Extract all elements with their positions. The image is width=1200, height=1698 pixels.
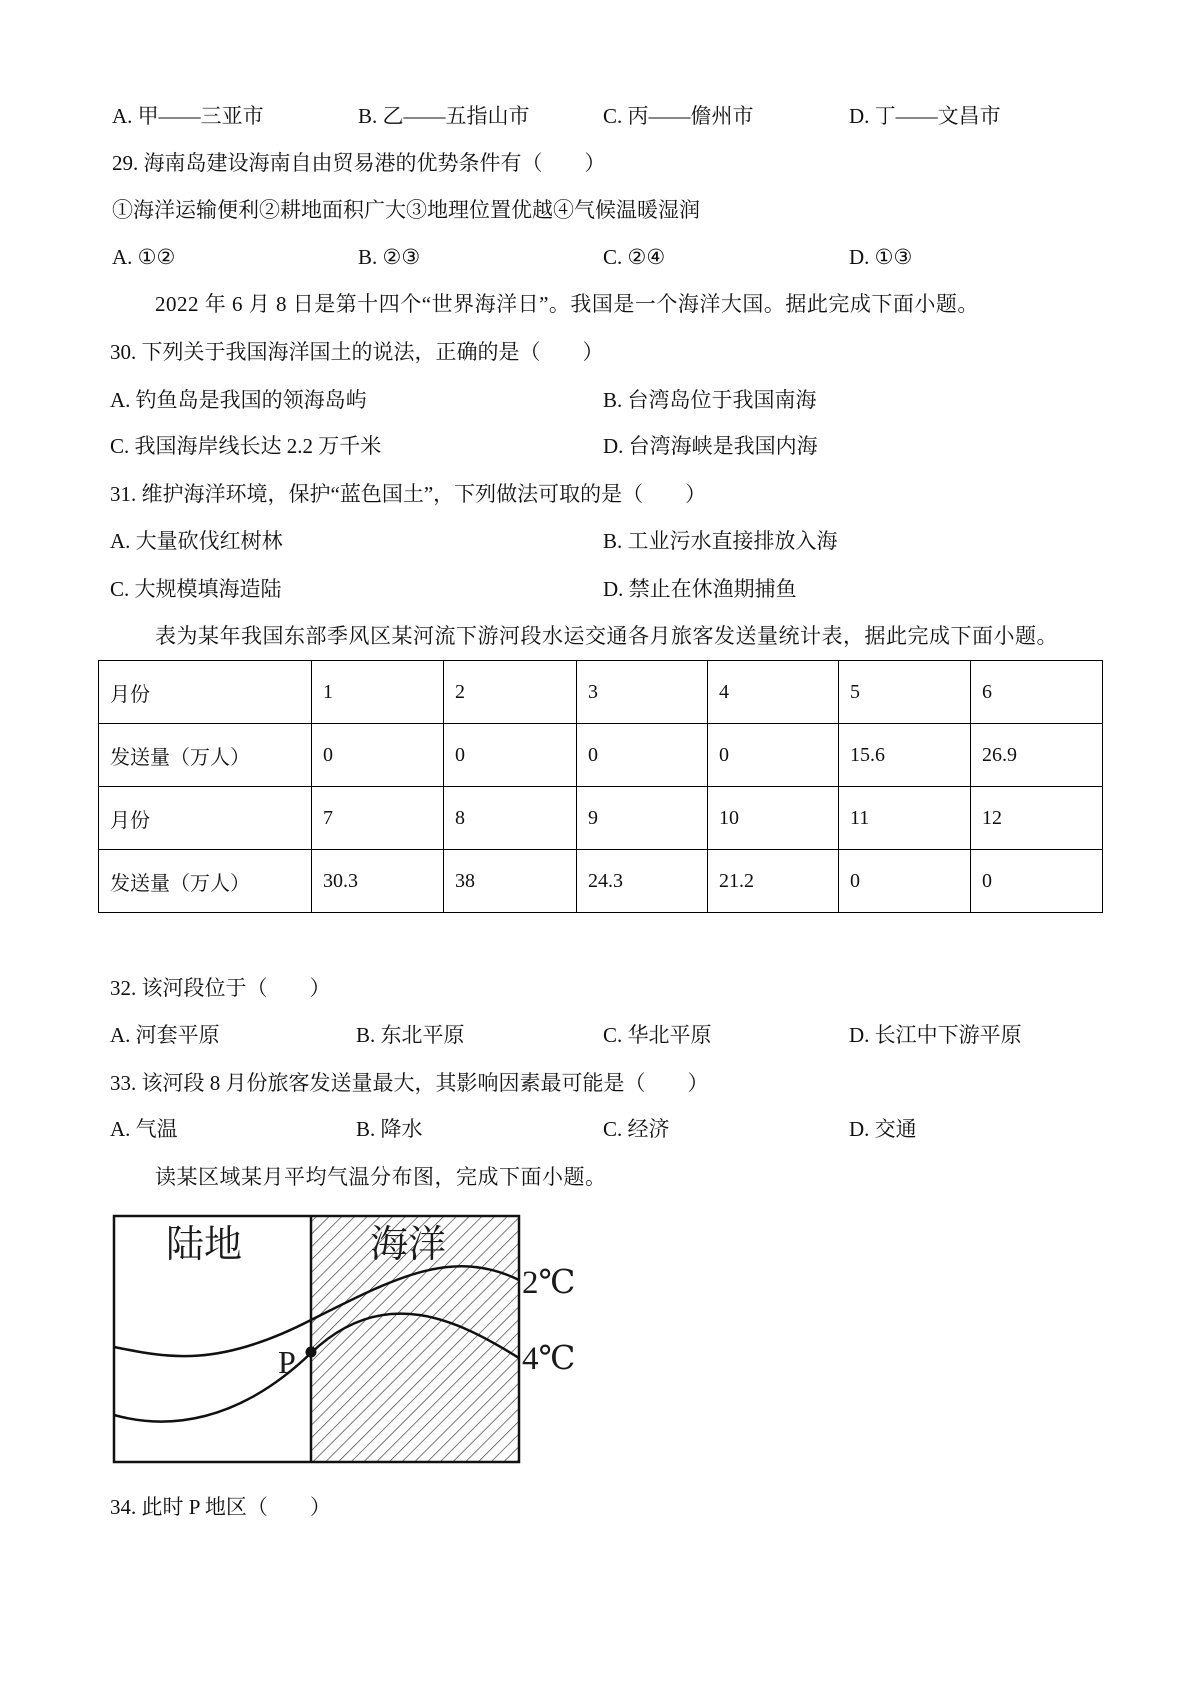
table-cell: 24.3	[577, 850, 708, 913]
q28-option-a: A. 甲——三亚市	[112, 104, 264, 128]
intro-32-33: 表为某年我国东部季风区某河流下游河段水运交通各月旅客发送量统计表，据此完成下面小题。	[155, 624, 1058, 648]
q28-option-c: C. 丙——儋州市	[603, 104, 754, 128]
table-row-header: 月份	[99, 787, 312, 850]
q32-option-a: A. 河套平原	[110, 1023, 220, 1047]
q33-option-c: C. 经济	[603, 1117, 670, 1141]
table-cell: 0	[839, 850, 971, 913]
q30-option-b: B. 台湾岛位于我国南海	[603, 388, 817, 412]
table-row	[99, 661, 1103, 724]
q31-option-c: C. 大规模填海造陆	[110, 577, 282, 601]
q33-option-b: B. 降水	[356, 1117, 423, 1141]
q30-stem: 30. 下列关于我国海洋国土的说法，正确的是（ ）	[110, 340, 604, 364]
q32-option-c: C. 华北平原	[603, 1023, 712, 1047]
temperature-distribution-map	[108, 1208, 588, 1470]
table-row-header: 发送量（万人）	[99, 724, 312, 787]
point-p-marker	[306, 1347, 317, 1358]
table-cell: 0	[577, 724, 708, 787]
q31-option-b: B. 工业污水直接排放入海	[603, 529, 838, 553]
table-cell: 0	[708, 724, 839, 787]
q29-option-c: C. ②④	[603, 245, 666, 269]
table-row	[99, 850, 1103, 913]
isotherm-2c-label: 2℃	[522, 1265, 576, 1301]
table-cell: 8	[444, 787, 577, 850]
point-p-label: P	[278, 1344, 296, 1380]
q32-stem: 32. 该河段位于（ ）	[110, 976, 331, 1000]
table-cell: 26.9	[971, 724, 1103, 787]
table-cell: 1	[312, 661, 444, 724]
q29-option-d: D. ①③	[849, 245, 913, 269]
q33-stem: 33. 该河段 8 月份旅客发送量最大，其影响因素最可能是（ ）	[110, 1071, 709, 1095]
table-cell: 0	[444, 724, 577, 787]
table-cell: 9	[577, 787, 708, 850]
q29-option-a: A. ①②	[112, 245, 176, 269]
table-cell: 2	[444, 661, 577, 724]
table-cell: 7	[312, 787, 444, 850]
isotherm-4c-label: 4℃	[522, 1341, 576, 1377]
q33-option-a: A. 气温	[110, 1117, 178, 1141]
land-label: 陆地	[166, 1224, 243, 1266]
q28-option-d: D. 丁——文昌市	[849, 104, 1001, 128]
table-row-header: 月份	[99, 661, 312, 724]
table-cell: 10	[708, 787, 839, 850]
q30-option-c: C. 我国海岸线长达 2.2 万千米	[110, 434, 382, 458]
q30-option-d: D. 台湾海峡是我国内海	[603, 434, 818, 458]
table-cell: 6	[971, 661, 1103, 724]
q31-option-d: D. 禁止在休渔期捕鱼	[603, 577, 797, 601]
table-cell: 30.3	[312, 850, 444, 913]
table-cell: 15.6	[839, 724, 971, 787]
q32-option-b: B. 东北平原	[356, 1023, 465, 1047]
q31-stem: 31. 维护海洋环境，保护“蓝色国土”，下列做法可取的是（ ）	[110, 482, 707, 506]
table-cell: 0	[312, 724, 444, 787]
intro-34: 读某区域某月平均气温分布图，完成下面小题。	[155, 1165, 607, 1189]
sea-label: 海洋	[370, 1224, 447, 1266]
q34-stem: 34. 此时 P 地区（ ）	[110, 1495, 331, 1519]
table-cell: 5	[839, 661, 971, 724]
q29-option-b: B. ②③	[358, 245, 421, 269]
table-row	[99, 724, 1103, 787]
table-cell: 0	[971, 850, 1103, 913]
table-cell: 11	[839, 787, 971, 850]
q33-option-d: D. 交通	[849, 1117, 917, 1141]
table-row-header: 发送量（万人）	[99, 850, 312, 913]
q29-stem: 29. 海南岛建设海南自由贸易港的优势条件有（ ）	[112, 151, 606, 175]
q32-option-d: D. 长江中下游平原	[849, 1023, 1022, 1047]
q30-option-a: A. 钓鱼岛是我国的领海岛屿	[110, 388, 367, 412]
q31-option-a: A. 大量砍伐红树林	[110, 529, 283, 553]
table-cell: 38	[444, 850, 577, 913]
q28-option-b: B. 乙——五指山市	[358, 104, 530, 128]
q29-statements: ①海洋运输便利②耕地面积广大③地理位置优越④气候温暖湿润	[112, 198, 700, 222]
intro-30-31: 2022 年 6 月 8 日是第十四个“世界海洋日”。我国是一个海洋大国。据此完成下面小题。	[155, 292, 979, 316]
table-cell: 12	[971, 787, 1103, 850]
passenger-volume-table	[98, 660, 1103, 913]
table-cell: 21.2	[708, 850, 839, 913]
table-cell: 3	[577, 661, 708, 724]
table-cell: 4	[708, 661, 839, 724]
table-row	[99, 787, 1103, 850]
